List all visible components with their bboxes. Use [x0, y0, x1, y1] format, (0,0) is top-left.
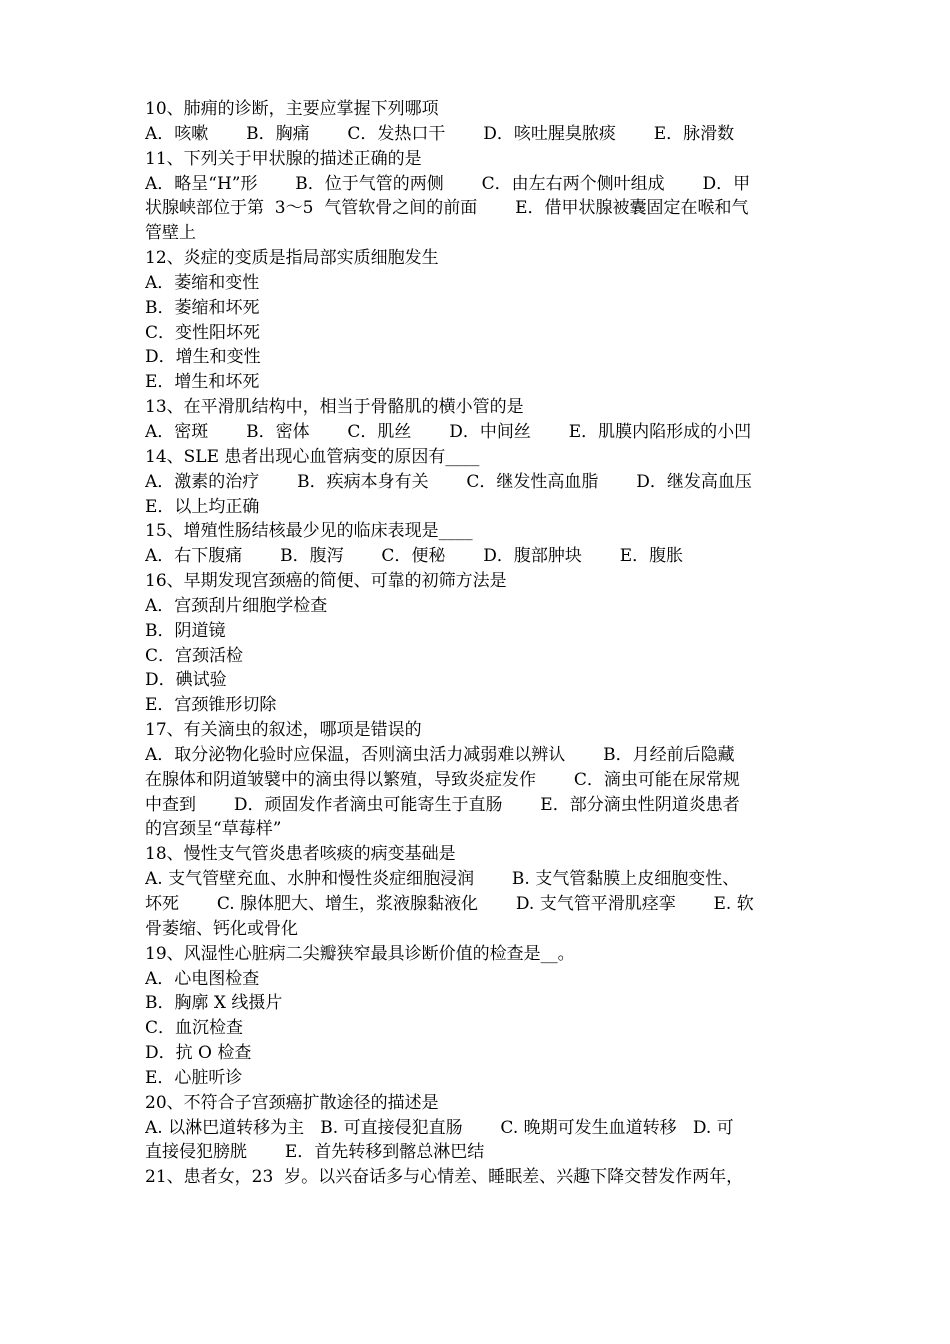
q17-options: A．取分泌物化验时应保温，否则滴虫活力减弱难以辨认 B．月经前后隐藏 [145, 744, 735, 765]
q20-options: 直接侵犯膀胱 E．首先转移到髂总淋巴结 [145, 1142, 485, 1163]
q18-options: 坏死 C. 腺体肥大、增生，浆液腺黏液化 D. 支气管平滑肌痉挛 E. 软 [145, 894, 754, 914]
q13-stem: 13、在平滑肌结构中，相当于骨骼肌的横小管的是 [145, 397, 524, 418]
q11-stem: 11、下列关于甲状腺的描述正确的是 [145, 148, 422, 169]
q20-stem: 20、不符合子宫颈癌扩散途径的描述是 [145, 1092, 439, 1113]
q21-stem: 21、患者女，23 岁。以兴奋话多与心情差、睡眠差、兴趣下降交替发作两年， [145, 1167, 744, 1188]
q17-options: 在腺体和阴道皱襞中的滴虫得以繁殖，导致炎症发作 C．滴虫可能在尿常规 [145, 769, 740, 790]
q13-options: A．密斑 B．密体 C．肌丝 D．中间丝 E．肌膜内陷形成的小凹 [145, 421, 752, 442]
q10-options: A．咳嗽 B．胸痛 C．发热口干 D．咳吐腥臭脓痰 E．脉滑数 [145, 123, 735, 144]
q10-stem: 10、肺痈的诊断，主要应掌握下列哪项 [145, 99, 439, 119]
q19-option-b: B．胸廓 X 线摄片 [145, 993, 283, 1014]
q17-options: 的宫颈呈“草莓样” [145, 819, 282, 840]
q18-options: A. 支气管壁充血、水肿和慢性炎症细胞浸润 B. 支气管黏膜上皮细胞变性、 [145, 869, 740, 890]
q19-option-c: C．血沉检查 [145, 1018, 244, 1039]
q19-stem: 19、风湿性心脏病二尖瓣狭窄最具诊断价值的检查是__。 [145, 943, 575, 964]
q12-option-d: D．增生和变性 [145, 347, 261, 368]
q16-option-d: D．碘试验 [145, 670, 227, 691]
q15-stem: 15、增殖性肠结核最少见的临床表现是____ [145, 521, 473, 542]
q18-stem: 18、慢性支气管炎患者咳痰的病变基础是 [145, 844, 456, 865]
q11-options: A．略呈“H”形 B．位于气管的两侧 C．由左右两个侧叶组成 D．甲 [145, 173, 751, 194]
q16-option-a: A．宫颈刮片细胞学检查 [145, 595, 328, 616]
q11-options: 管壁上 [145, 223, 196, 244]
q16-stem: 16、早期发现宫颈癌的简便、可靠的初筛方法是 [145, 571, 507, 592]
question-text-body [145, 97, 810, 1190]
q14-options: A．激素的治疗 B．疾病本身有关 C．继发性高血脂 D．继发高血压 [145, 471, 752, 492]
q19-option-e: E．心脏听诊 [145, 1067, 243, 1088]
q12-option-c: C．变性阳坏死 [145, 322, 261, 343]
q17-stem: 17、有关滴虫的叙述，哪项是错误的 [145, 720, 422, 741]
q19-option-a: A．心电图检查 [145, 968, 260, 989]
q12-option-e: E．增生和坏死 [145, 372, 260, 393]
q18-options: 骨萎缩、钙化或骨化 [145, 918, 298, 939]
q20-options: A. 以淋巴道转移为主 B. 可直接侵犯直肠 C. 晚期可发生血道转移 D. 可 [145, 1117, 734, 1138]
q15-options: A．右下腹痛 B．腹泻 C．便秘 D．腹部肿块 E．腹胀 [145, 546, 684, 567]
q16-option-b: B．阴道镜 [145, 620, 226, 641]
q12-stem: 12、炎症的变质是指局部实质细胞发生 [145, 248, 439, 269]
q16-option-e: E．宫颈锥形切除 [145, 695, 277, 716]
q14-stem: 14、SLE 患者出现心血管病变的原因有____ [145, 446, 480, 467]
q11-options: 状腺峡部位于第 3～5 气管软骨之间的前面 E．借甲状腺被囊固定在喉和气 [145, 198, 749, 219]
q12-option-b: B．萎缩和坏死 [145, 297, 260, 318]
q14-option-e: E．以上均正确 [145, 496, 260, 517]
q19-option-d: D．抗 O 检查 [145, 1043, 252, 1064]
q17-options: 中查到 D．顽固发作者滴虫可能寄生于直肠 E．部分滴虫性阴道炎患者 [145, 794, 740, 815]
q16-option-c: C．宫颈活检 [145, 645, 244, 666]
q12-option-a: A．萎缩和变性 [145, 272, 260, 293]
